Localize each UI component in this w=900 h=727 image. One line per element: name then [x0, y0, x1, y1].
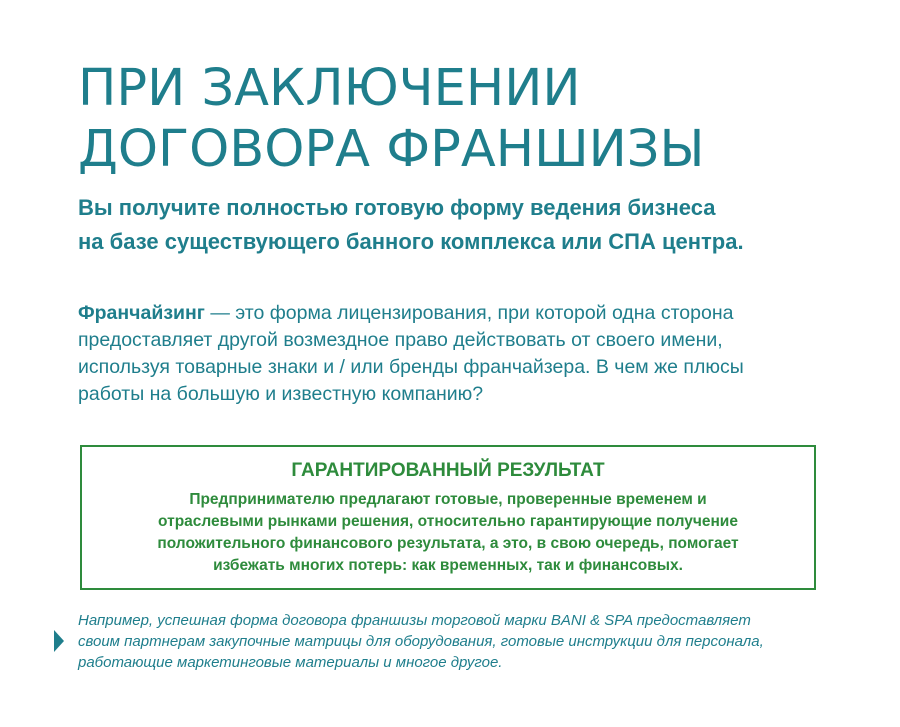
intro-term: Франчайзинг [78, 302, 205, 324]
intro-line-1 [78, 300, 798, 327]
page-title [78, 58, 705, 180]
triangle-right-icon [54, 630, 64, 652]
guaranteed-result-box [80, 445, 816, 590]
example-note [78, 610, 764, 673]
page-subtitle-line-2: на базе существующего банного комплекса или СПА центра. [78, 229, 744, 254]
intro-line-2: предоставляет другой возмездное право действовать от своего имени, [78, 329, 723, 351]
note-line-2: своим партнерам закупочные матрицы для оборудования, готовые инструкции для персонала, [78, 633, 764, 650]
intro-paragraph [78, 300, 798, 408]
box-heading: ГАРАНТИРОВАННЫЙ РЕЗУЛЬТАТ [291, 460, 605, 481]
box-body [82, 489, 814, 577]
intro-line-4: работы на большую и известную компанию? [78, 383, 484, 405]
page-title-line-2: ДОГОВОРА ФРАНШИЗЫ [78, 120, 705, 179]
box-line-4: избежать многих потерь: как временных, так и финансовых. [213, 557, 683, 574]
box-line-3: положительного финансового результата, а это, в свою очередь, помогает [157, 535, 739, 552]
page-subtitle-line-1: Вы получите полностью готовую форму ведения бизнеса [78, 195, 716, 220]
intro-line-1-rest: — это форма лицензирования, при которой одна сторона [204, 302, 734, 324]
box-line-2: отраслевыми рынками решения, относительно гарантирующие получение [158, 513, 738, 530]
box-line-1: Предпринимателю предлагают готовые, проверенные временем и [189, 491, 707, 508]
page-subtitle [78, 191, 744, 259]
note-line-3: работающие маркетинговые материалы и многое другое. [78, 654, 503, 671]
page-title-line-1: ПРИ ЗАКЛЮЧЕНИИ [78, 59, 581, 118]
intro-line-3: используя товарные знаки и / или бренды франчайзера. В чем же плюсы [78, 356, 744, 378]
note-line-1: Например, успешная форма договора франшизы торговой марки BANI & SPA предоставляет [78, 612, 751, 629]
